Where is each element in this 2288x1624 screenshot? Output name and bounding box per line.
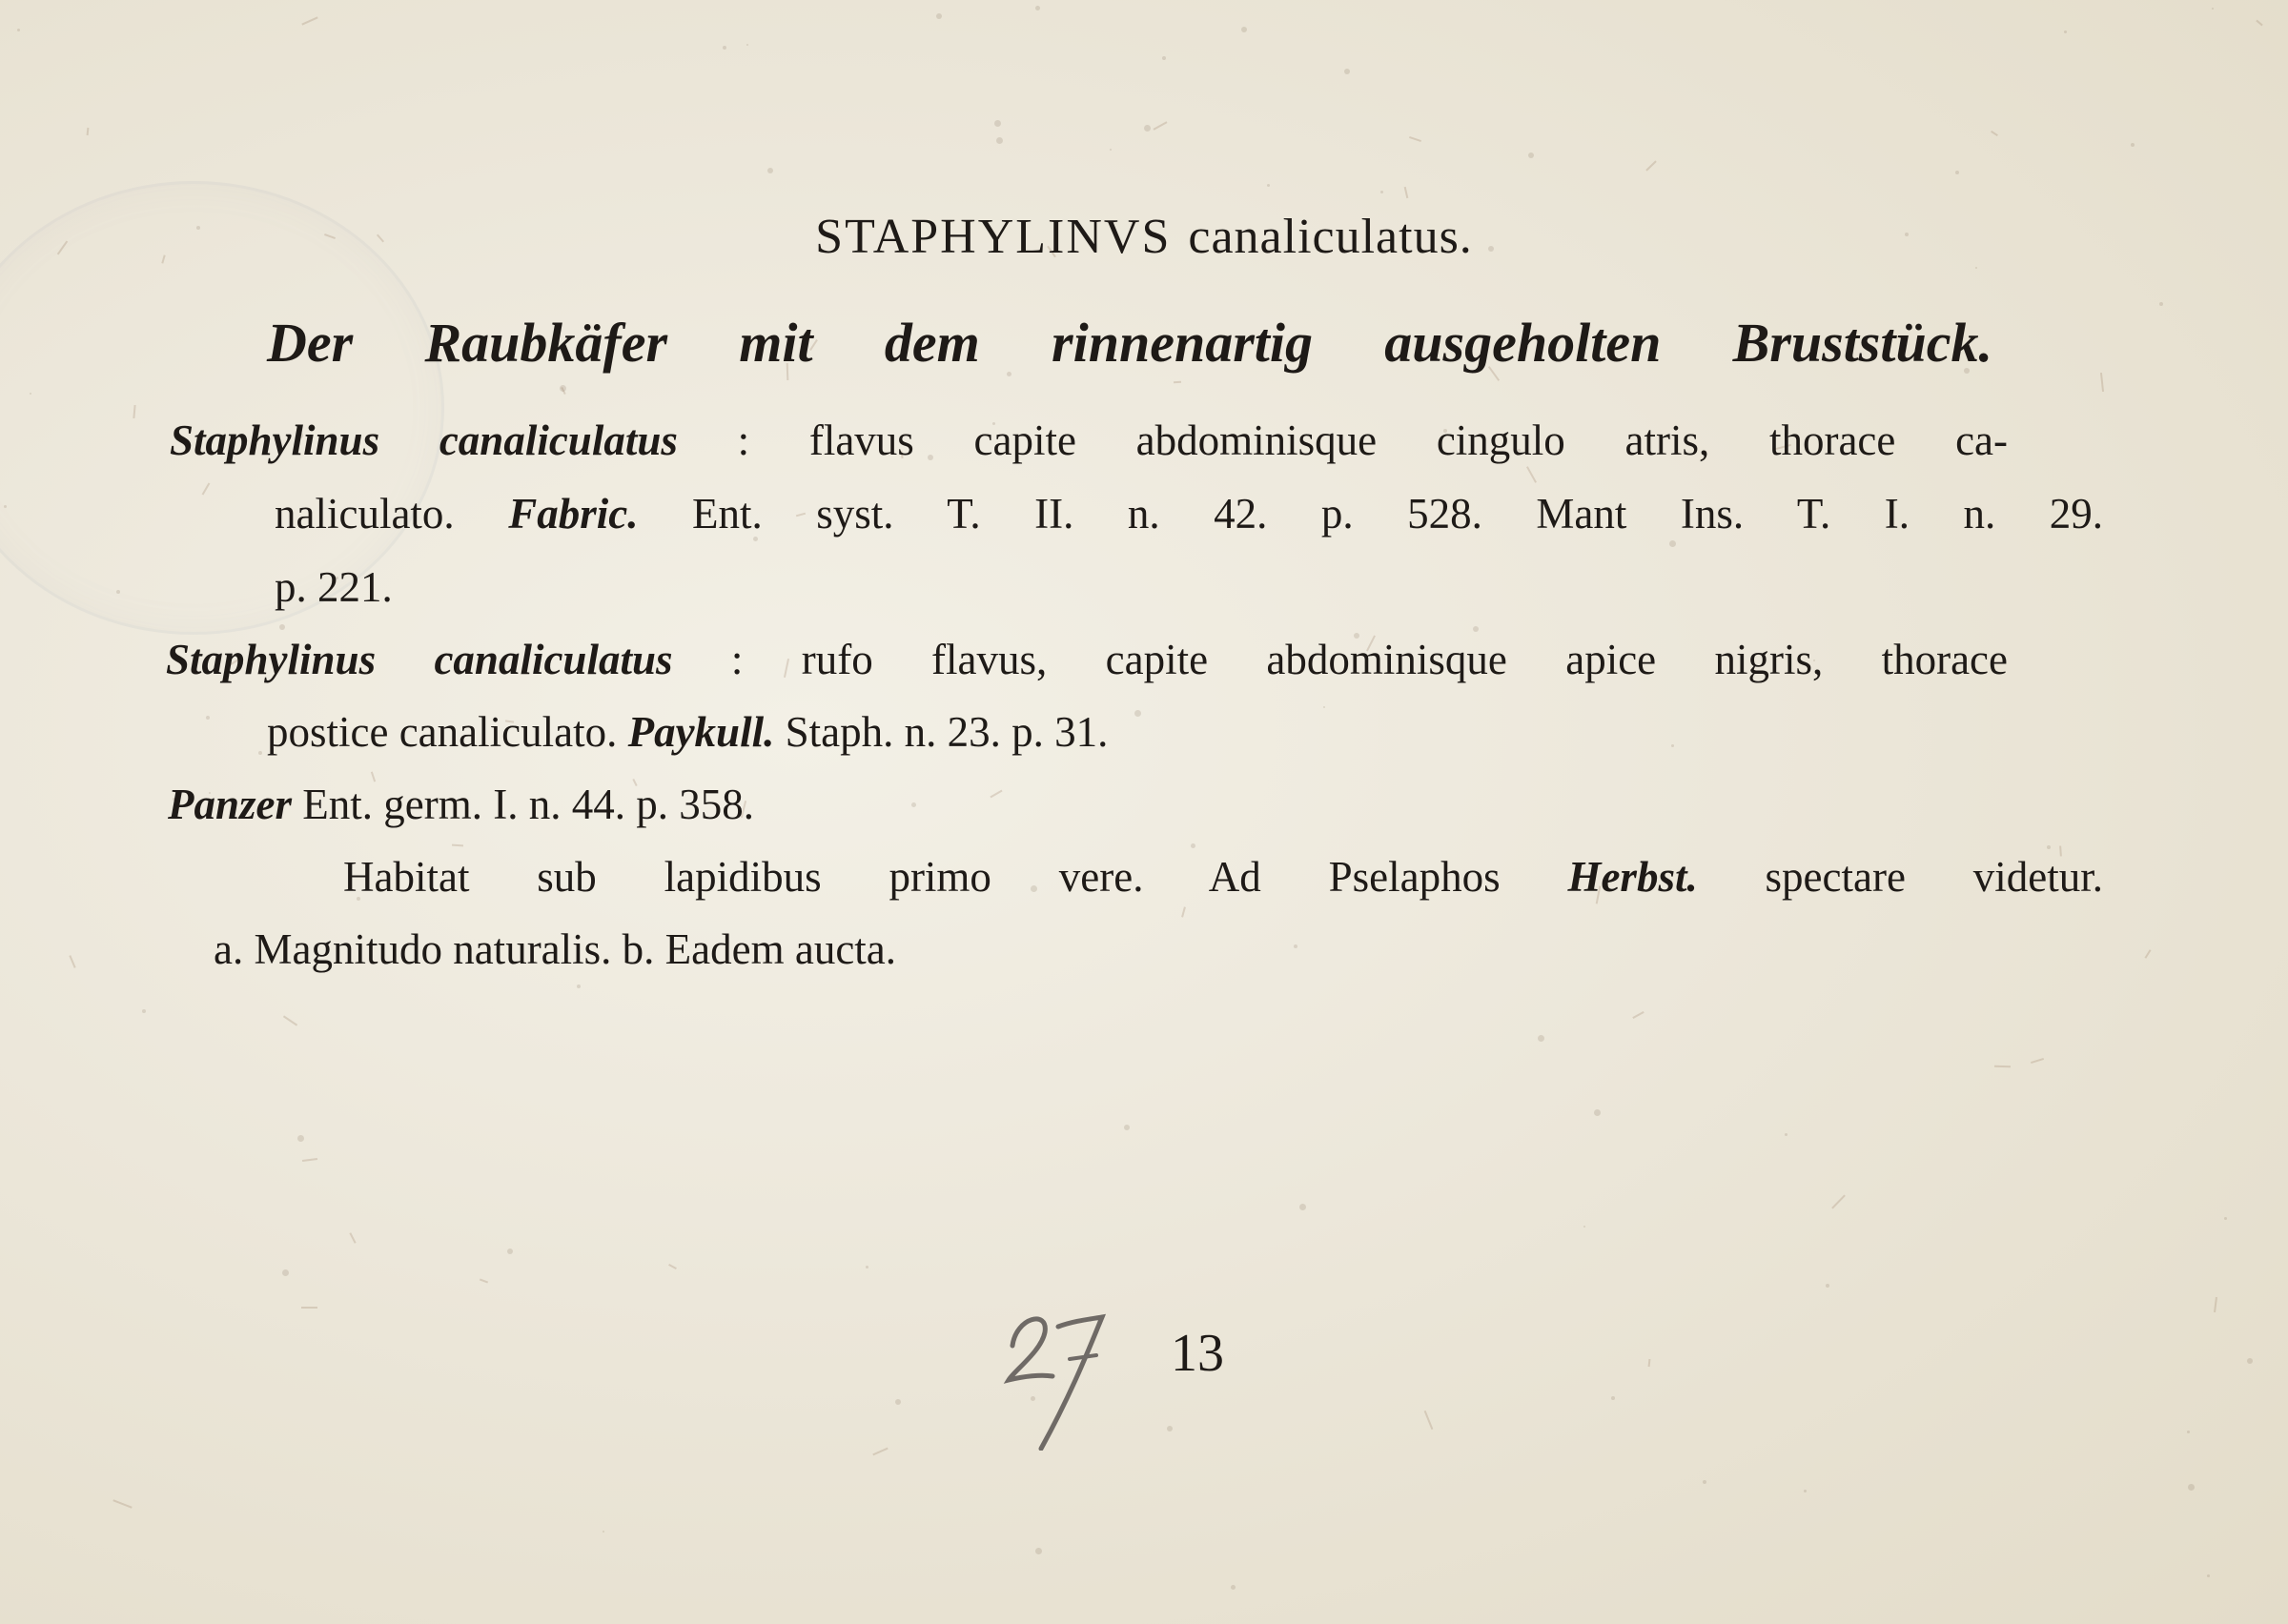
paper-speck — [4, 505, 7, 508]
synonym-3-line — [168, 780, 754, 829]
synonym-2-line-1 — [166, 635, 2008, 684]
paper-speck — [1035, 1548, 1042, 1554]
paper-speck — [2187, 1431, 2190, 1433]
paper-fiber — [1648, 1359, 1651, 1367]
synonym-1-separator: : — [737, 416, 750, 464]
german-title: Der Raubkäfer mit dem rinnenartig ausgeholten Bruststück. — [267, 312, 1992, 374]
paper-fiber — [69, 955, 75, 968]
synonym-3-author: Panzer — [168, 781, 293, 828]
paper-speck — [1669, 540, 1676, 547]
paper-speck — [116, 590, 120, 594]
paper-speck — [206, 716, 210, 720]
paper-fiber — [302, 1158, 317, 1162]
paper-fiber — [283, 1015, 297, 1025]
paper-speck — [2047, 845, 2051, 849]
paper-speck — [1380, 191, 1383, 193]
paper-speck — [297, 1135, 304, 1142]
paper-fiber — [872, 1448, 888, 1456]
paper-speck — [767, 168, 773, 173]
paper-speck — [1583, 1226, 1585, 1228]
synonym-1-author: Fabric. — [508, 490, 639, 538]
genus-name: STAPHYLINVS — [815, 210, 1172, 264]
synonym-1-description: flavus capite abdominisque cingulo atris, thorace ca- — [808, 416, 2009, 464]
paper-speck — [1110, 149, 1112, 151]
paper-speck — [2188, 1484, 2195, 1491]
paper-fiber — [2100, 373, 2104, 392]
paper-speck — [2212, 8, 2214, 10]
habitat-continuation: spectare videtur. — [1765, 853, 2103, 901]
paper-speck — [1124, 1125, 1130, 1130]
paper-speck — [746, 44, 748, 46]
paper-fiber — [349, 1232, 356, 1244]
paper-fiber — [1831, 1194, 1846, 1208]
paper-fiber — [990, 790, 1002, 799]
paper-speck — [603, 1531, 604, 1533]
synonym-1-reference: Ent. syst. T. II. n. 42. p. 528. Mant Ins. T. I. n. 29. — [691, 490, 2103, 538]
synonym-2-separator: : — [730, 636, 744, 683]
synonym-2-name: Staphylinus canaliculatus — [166, 636, 673, 683]
paper-fiber — [1991, 131, 1998, 136]
paper-speck — [1344, 69, 1350, 74]
paper-speck — [1299, 1204, 1306, 1210]
paper-fiber — [112, 1499, 132, 1508]
paper-fiber — [87, 128, 90, 135]
paper-fiber — [1181, 906, 1186, 917]
synonym-2-author: Paykull. — [627, 708, 775, 756]
paper-fiber — [2214, 1297, 2217, 1312]
paper-speck — [936, 13, 942, 19]
paper-speck — [2247, 1358, 2253, 1364]
paper-speck — [895, 1399, 901, 1405]
paper-speck — [1162, 56, 1166, 60]
synonym-2-line-2 — [267, 707, 1108, 757]
paper-speck — [2131, 143, 2135, 147]
paper-speck — [577, 985, 581, 988]
paper-fiber — [1404, 187, 1409, 198]
paper-speck — [30, 393, 31, 395]
paper-fiber — [1994, 1066, 2011, 1068]
paper-speck — [279, 624, 285, 630]
synonym-1-continuation: naliculato. — [275, 490, 455, 538]
page-number: 13 — [1171, 1324, 1224, 1383]
paper-speck — [1241, 27, 1247, 32]
paper-speck — [1473, 626, 1479, 632]
paper-speck — [911, 802, 916, 807]
synonym-2-reference: Staph. n. 23. p. 31. — [785, 708, 1109, 756]
species-heading — [0, 208, 2288, 265]
paper-speck — [1594, 1109, 1601, 1116]
paper-speck — [17, 29, 20, 31]
paper-fiber — [2145, 949, 2152, 959]
figure-legend: a. Magnitudo naturalis. b. Eadem aucta. — [214, 925, 897, 973]
paper-speck — [2159, 302, 2163, 306]
paper-speck — [1231, 1585, 1236, 1590]
synonym-2-continuation: postice canaliculato. — [267, 708, 618, 756]
paper-speck — [1538, 1035, 1544, 1042]
paper-fiber — [668, 1264, 677, 1269]
paper-fiber — [1632, 1011, 1644, 1019]
paper-speck — [1035, 6, 1040, 10]
paper-speck — [1267, 184, 1270, 187]
paper-fiber — [1154, 121, 1168, 131]
paper-fiber — [480, 1278, 488, 1283]
habitat-author: Herbst. — [1567, 853, 1698, 901]
paper-speck — [142, 1009, 146, 1013]
paper-speck — [723, 46, 726, 50]
habitat-line — [343, 852, 2103, 902]
paper-speck — [1167, 1426, 1173, 1431]
paper-speck — [2064, 30, 2067, 33]
paper-speck — [994, 120, 1001, 127]
paper-speck — [1144, 125, 1151, 132]
paper-speck — [560, 385, 566, 392]
paper-speck — [258, 751, 262, 755]
paper-speck — [1955, 171, 1959, 174]
paper-speck — [996, 137, 1003, 144]
paper-fiber — [301, 1307, 317, 1309]
paper-speck — [1826, 1284, 1829, 1288]
paper-speck — [1804, 1490, 1807, 1492]
paper-speck — [282, 1269, 289, 1276]
paper-fiber — [1526, 466, 1537, 483]
paper-fiber — [452, 844, 463, 847]
paper-speck — [1611, 1396, 1615, 1400]
paper-speck — [1703, 1480, 1706, 1484]
paper-speck — [1323, 706, 1325, 708]
paper-speck — [1975, 267, 1977, 269]
paper-fiber — [1645, 160, 1656, 171]
paper-fiber — [301, 16, 317, 25]
paper-speck — [507, 1248, 513, 1254]
paper-speck — [1191, 843, 1195, 848]
synonym-3-reference: Ent. germ. I. n. 44. p. 358. — [302, 781, 754, 828]
habitat-text: Habitat sub lapidibus primo vere. Ad Pselaphos — [343, 853, 1501, 901]
paper-fiber — [2256, 20, 2262, 27]
paper-speck — [1785, 1133, 1788, 1136]
synonym-1-line-3: p. 221. — [275, 563, 393, 611]
paper-speck — [1528, 152, 1534, 158]
paper-fiber — [1409, 136, 1421, 142]
paper-speck — [2224, 1217, 2227, 1220]
paper-fiber — [2031, 1058, 2044, 1064]
paper-speck — [1134, 710, 1141, 717]
species-name: canaliculatus. — [1188, 210, 1473, 264]
synonym-2-description: rufo flavus, capite abdominisque apice nigris, thorace — [801, 636, 2009, 683]
synonym-1-name: Staphylinus canaliculatus — [170, 416, 678, 464]
paper-speck — [866, 1266, 868, 1269]
synonym-1-line-2 — [275, 489, 2103, 538]
pencil-annotation — [1003, 1289, 1108, 1451]
synonym-1-line-1 — [170, 416, 2008, 465]
paper-fiber — [1174, 381, 1181, 384]
paper-fiber — [1424, 1411, 1434, 1430]
paper-speck — [1671, 744, 1674, 747]
paper-speck — [2207, 1574, 2210, 1577]
paper-speck — [1294, 944, 1297, 948]
